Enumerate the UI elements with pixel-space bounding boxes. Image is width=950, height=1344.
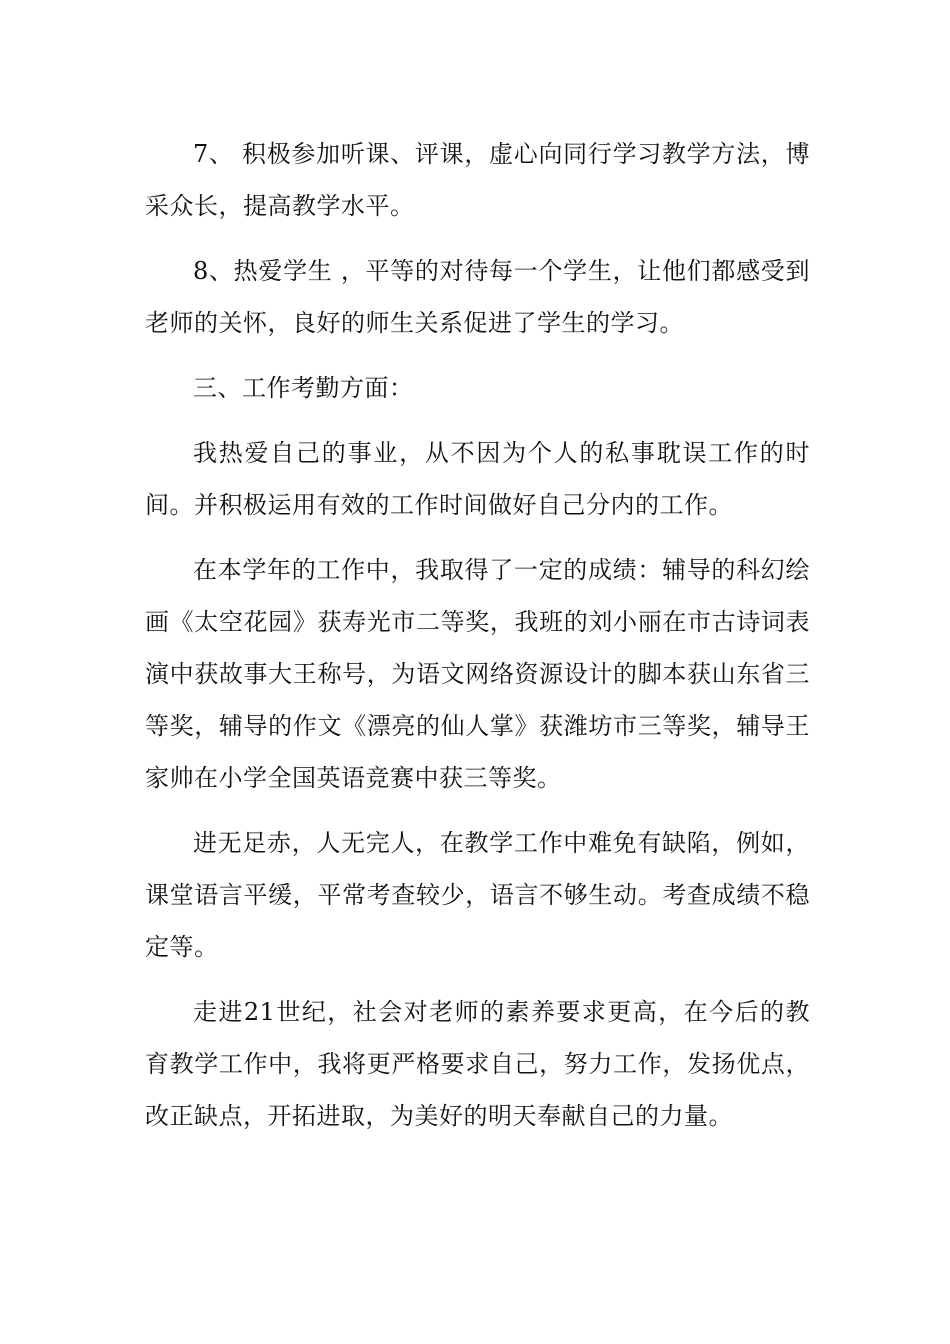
paragraph-future-plans: 走进21世纪，社会对老师的素养要求更高，在今后的教育教学工作中，我将更严格要求自己，努力工作，发扬优点，改正缺点，开拓进取，为美好的明天奉献自己的力量。 <box>145 998 810 1130</box>
paragraph-attendance: 我热爱自己的事业，从不因为个人的私事耽误工作的时间。并积极运用有效的工作时间做好自己分内的工作。 <box>145 439 810 519</box>
document-body <box>145 128 810 1155</box>
section-heading-attendance: 三、工作考勤方面： <box>193 374 414 402</box>
paragraph-item-8: 8、热爱学生 ，平等的对待每一个学生，让他们都感受到老师的关怀，良好的师生关系促进了学生的学习。 <box>145 257 810 337</box>
paragraph-achievements: 在本学年的工作中，我取得了一定的成绩：辅导的科幻绘画《太空花园》获寿光市二等奖，我班的刘小丽在市古诗词表演中获故事大王称号，为语文网络资源设计的脚本获山东省三等奖，辅导的作文《漂亮的仙人掌》获潍坊市三等奖，辅导王家帅在小学全国英语竞赛中获三等奖。 <box>145 556 810 792</box>
paragraph-shortcomings: 进无足赤，人无完人，在教学工作中难免有缺陷，例如，课堂语言平缓，平常考查较少，语言不够生动。考查成绩不稳定等。 <box>145 829 810 961</box>
paragraph-item-7: 7、 积极参加听课、评课，虚心向同行学习教学方法，博采众长，提高教学水平。 <box>145 140 810 220</box>
